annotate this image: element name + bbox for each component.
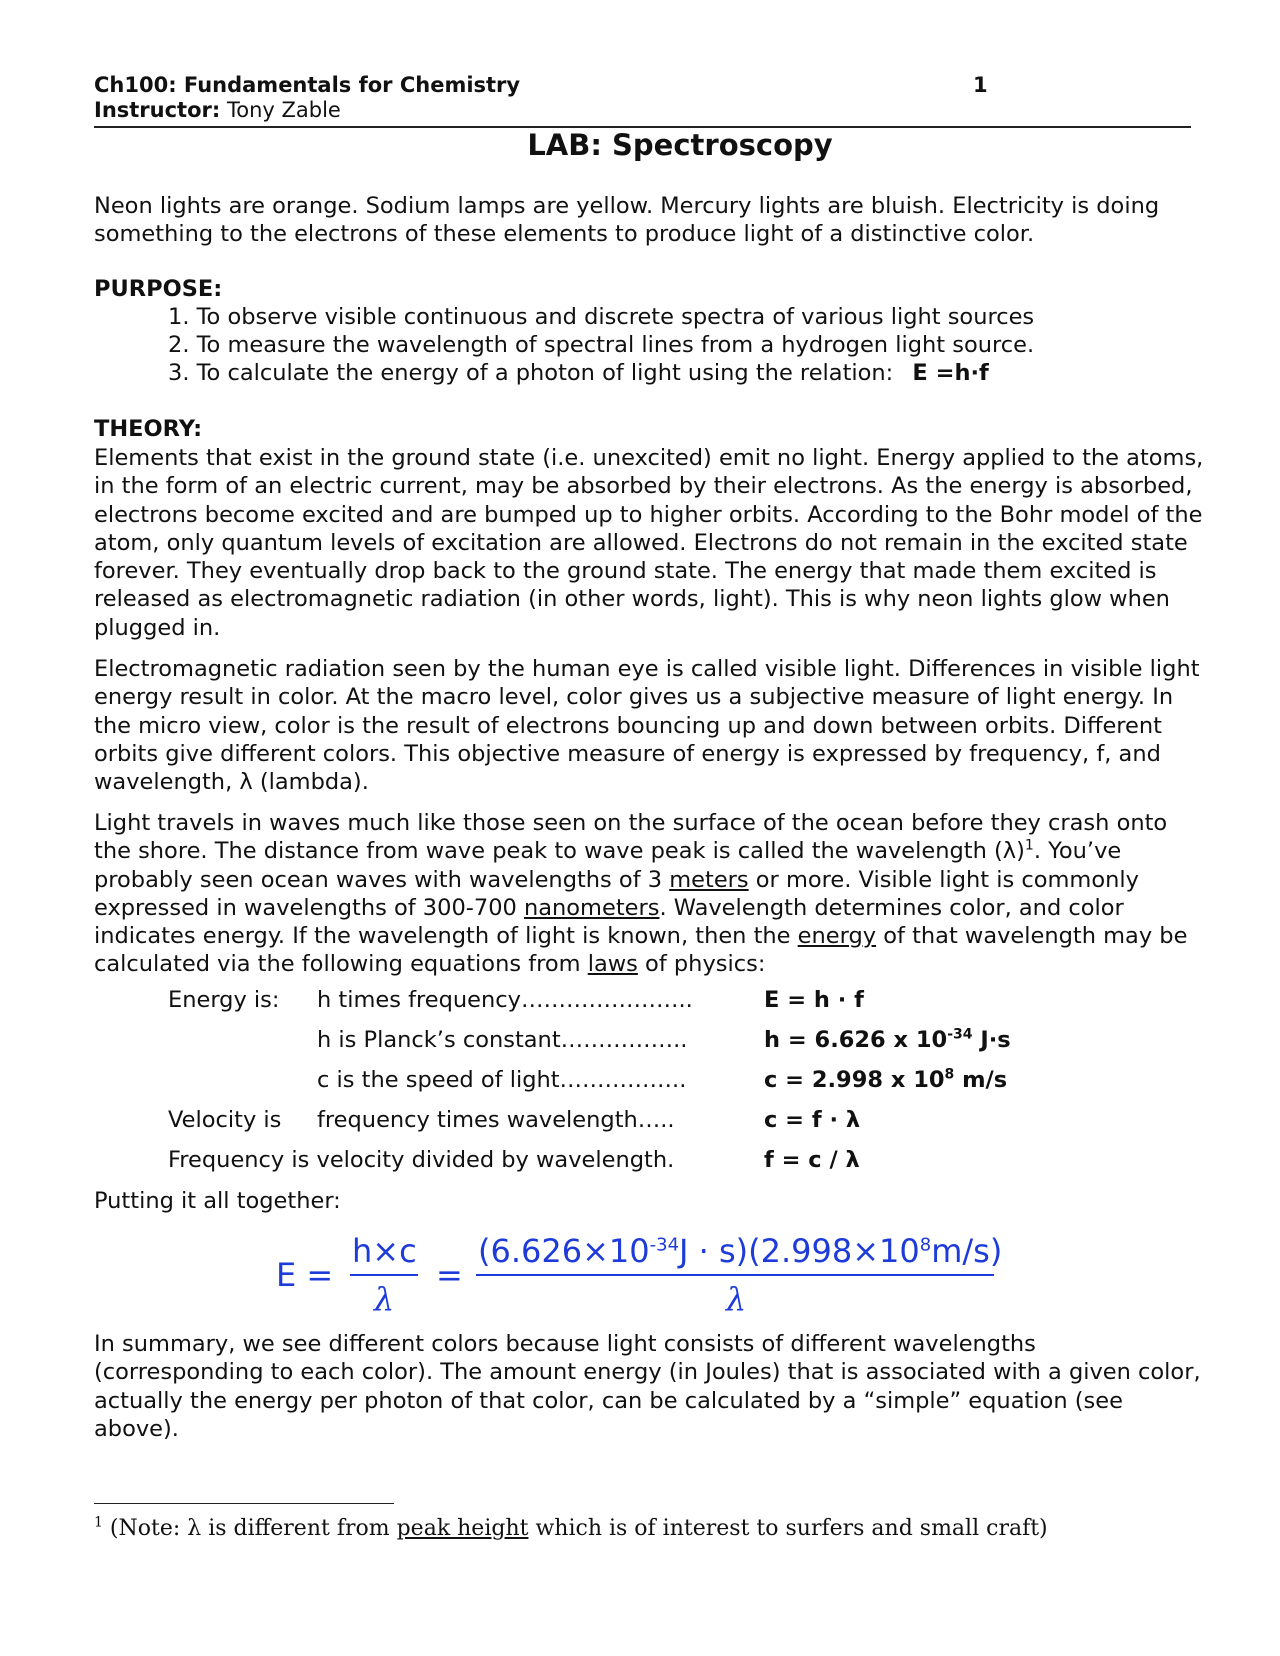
eq-text: h = 6.626 x 10 [764,1027,948,1053]
intro-paragraph: Neon lights are orange. Sodium lamps are yellow. Mercury lights are bluish. Electricity is doing something to the electrons of these elements to produce light of a distinctive color. [94,193,1160,248]
formula-text: J · s)(2.998×10 [679,1232,920,1270]
page-title: LAB: Spectroscopy [527,128,833,162]
purpose-item-text: 3. To calculate the energy of a photon of light using the relation: [168,360,894,386]
formula-numerator-2 [478,1232,1002,1270]
purpose-item: 1. To observe visible continuous and discrete spectra of various light sources [168,304,1035,330]
purpose-item [168,360,989,386]
fraction-bar-2 [476,1274,994,1276]
equation-formula: f = c / λ [764,1147,860,1173]
equation-description: h times frequency………………….. [317,987,693,1013]
theory-paragraph-1: Elements that exist in the ground state (i.e. unexcited) emit no light. Energy applied to the atoms, in the form of an electric current, may be absorbed by their electrons. As the energy is absorbed, electrons become excited and are bumped up to higher orbits. According to the Bohr model of the atom, only quantum levels of excitation are allowed. Electrons do not remain in the excited state forever. They eventually drop back to the ground state. The energy that made them excited is released as electromagnetic radiation (in other words, light). This is why neon lights glow when plugged in. [94,445,1204,641]
summary-paragraph: In summary, we see different colors because light consists of different wavelengths (corresponding to each color). The amount energy (in Joules) that is associated with a given color, actually the energy per photon of that color, can be calculated by a “simple” equation (see above). [94,1331,1201,1442]
formula-denominator-1: λ [374,1280,395,1318]
eq-text: c = 2.998 x 10 [764,1067,945,1093]
p3-text: of physics: [637,951,766,978]
eq-text: J·s [972,1027,1011,1053]
purpose-relation: E =h·f [912,360,989,386]
formula-text: (6.626×10 [478,1232,650,1270]
eq-exponent: 8 [944,1066,955,1083]
energy-link[interactable]: energy [797,923,877,950]
footnote-rule [94,1503,394,1504]
equation-label: Velocity is [168,1107,282,1133]
equation-label: Energy is: [168,987,280,1013]
equation-formula [764,1027,1011,1053]
footnote-text: which is of interest to surfers and small craft) [528,1516,1048,1541]
equation-formula [764,1067,1007,1093]
laws-link[interactable]: laws [587,951,638,978]
page-number: 1 [973,73,988,97]
p3-text: of that wavelength may be calculated via the following equations from [94,923,1188,978]
theory-heading: THEORY: [94,416,203,442]
course-title: Ch100: Fundamentals for Chemistry [94,73,521,97]
eq-text: m/s [954,1067,1008,1093]
formula-numerator-1: h×c [352,1232,417,1270]
p3-text: Light travels in waves much like those seen on the surface of the ocean before they crash onto the shore. The distance from wave peak to wave peak is called the wavelength (λ) [94,810,1168,865]
theory-paragraph-3 [94,809,1204,979]
meters-link[interactable]: meters [669,866,749,893]
nanometers-link[interactable]: nanometers [523,894,660,921]
instructor-label: Instructor: [94,98,221,122]
formula-lhs: E = [276,1256,334,1294]
equation-description: h is Planck’s constant…………….. [317,1027,688,1053]
peak-height-link[interactable]: peak height [396,1516,529,1541]
instructor-name: Tony Zable [226,98,341,122]
theory-paragraph-2: Electromagnetic radiation seen by the human eye is called visible light. Differences in visible light energy result in color. At the macro level, color gives us a subjective measure of light energy. In the micro view, color is the result of electrons bouncing up and down between orbits. Different orbits give different colors. This objective measure of energy is expressed by frequency, f, and wavelength, λ (lambda). [94,656,1200,796]
formula-exponent: -34 [649,1234,680,1256]
equation-description: frequency times wavelength….. [317,1107,675,1133]
purpose-heading: PURPOSE: [94,276,223,302]
eq-exponent: -34 [947,1026,973,1043]
formula-text: m/s) [931,1232,1003,1270]
equation-formula: c = f · λ [764,1107,861,1133]
equation-description: c is the speed of light…………….. [317,1067,687,1093]
formula-exponent: 8 [919,1234,932,1256]
footnote [94,1516,1048,1541]
formula-equals: = [436,1256,463,1294]
equation-label: Frequency is velocity divided by wavelength. [168,1147,675,1173]
instructor-line [94,98,341,122]
p3-text: . Wavelength determines color, and color indicates energy. If the wavelength of light is known, then the [94,894,1124,950]
p3-text: . You’ve probably seen ocean waves with wavelengths of 3 [94,838,1122,893]
purpose-item: 2. To measure the wavelength of spectral lines from a hydrogen light source. [168,332,1035,358]
footnote-ref[interactable]: 1 [1024,837,1034,854]
fraction-bar-1 [350,1274,418,1276]
footnote-text: (Note: λ is different from [102,1516,397,1541]
formula-denominator-2: λ [726,1280,747,1318]
equation-formula: E = h · f [764,987,864,1013]
together-line: Putting it all together: [94,1188,341,1214]
footnote-mark: 1 [94,1514,103,1531]
p3-text: or more. Visible light is commonly expressed in wavelengths of 300-700 [94,866,1139,921]
